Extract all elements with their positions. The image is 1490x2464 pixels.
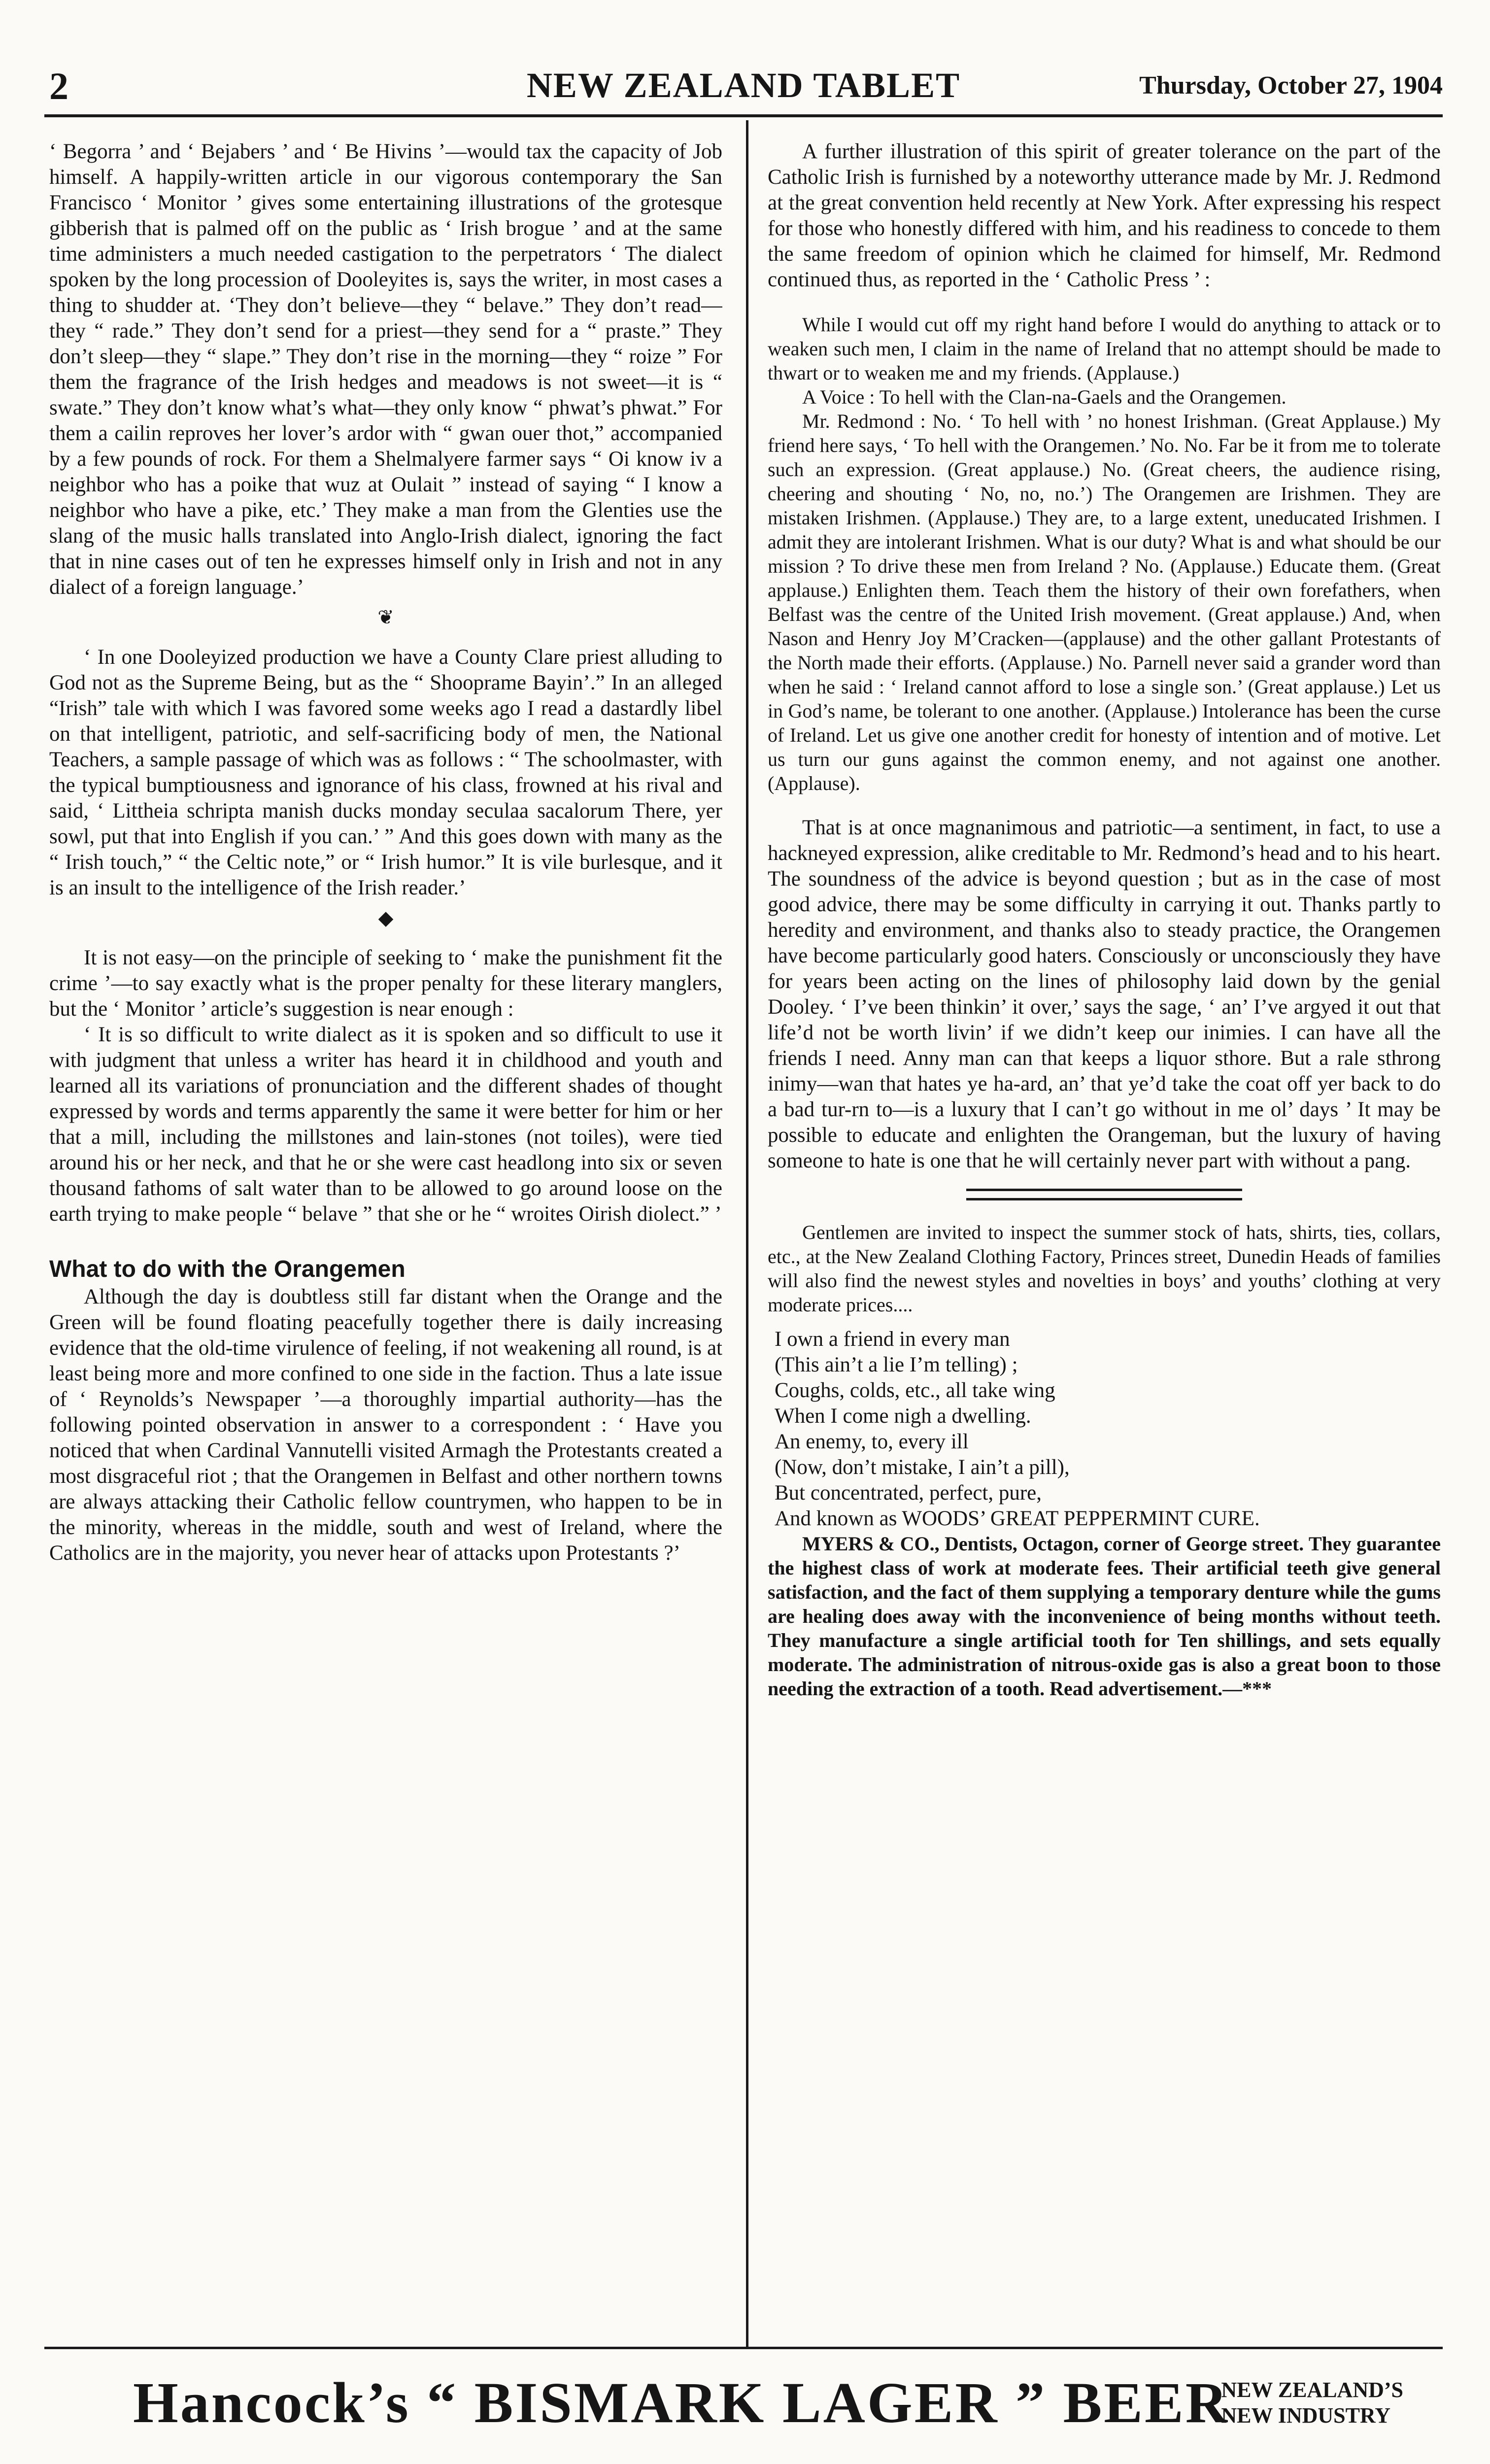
tagline-line: NEW ZEALAND’S (1221, 2378, 1403, 2402)
advertisement-notice: MYERS & CO., Dentists, Octagon, corner of George street. They guarantee the highest class of work at moderate fees. Their artificial teeth give general satisfaction, and the fact of them supplying a temporary denture while the gums are healing does away with the inconvenience of being months without teeth. They manufacture a single artificial tooth for Ten shillings, and sets equally moderate. The administration of nitrous-oxide gas is also a great boon to those needing the extraction of a tooth. Read advertisement.—*** (768, 1533, 1441, 1700)
footer-advertisement (44, 2361, 1443, 2444)
tagline-line: NEW INDUSTRY (1221, 2403, 1390, 2428)
verse-line: (Now, don’t mistake, I ain’t a pill), (775, 1456, 1070, 1479)
column-divider (746, 120, 748, 2347)
quoted-speech: Mr. Redmond : No. ‘ To hell with ’ no honest Irishman. (Great Applause.) My friend here says, ‘ To hell with the Orangemen.’ No. No. Far be it from me to tolerate such an expression. (Great applause.) No. (Great cheers, the audience rising, cheering and shouting ‘ No, no, no.’) The Orangemen are Irishmen. They are mistaken Irishmen. (Applause.) They are, to a large extent, uneducated Irishmen. I admit they are intolerant Irishmen. What is our duty? What is and what should be our mission ? To drive these men from Ireland ? No. (Applause.) Educate them. (Great applause.) Enlighten them. Teach them the history of their own forefathers, when Belfast was the centre of the United Irish movement. (Great applause.) And, when Nason and Henry Joy M’Cracken—(applause) and the other gallant Protestants of the North made their efforts. (Applause.) No. Parnell never said a grander word than when he said : ‘ Ireland cannot afford to lose a single son.’ (Great applause.) Let us in God’s name, be tolerant to one another. (Applause.) Intolerance has been the curse of Ireland. Let us give one another credit for honesty of intention and of motive. Let us turn our guns against the common enemy, and not against one another. (Applause). (768, 410, 1441, 794)
article-paragraph: ‘ In one Dooleyized production we have a County Clare priest alluding to God not as the Supreme Being, but as the “ Shooprame Bayin’.” In an alleged “Irish” tale with which I was favored some weeks ago I read a dastardly libel on that intelligent, patriotic, and self-sacrificing body of men, the National Teachers, a sample passage of which was as follows : “ The schoolmaster, with the typical bumptiousness and ignorance of his class, frowned at his rival and said, ‘ Littheia schripta manish ducks monday seculaa sacalorum There, yer sowl, put that into English if you can.’ ” And this goes down with many as the “ Irish touch,” “ the Celtic note,” or “ Irish humor.” It is vile burlesque, and it is an insult to the intelligence of the Irish reader.’ (49, 646, 722, 899)
masthead-title: NEW ZEALAND TABLET (526, 66, 961, 105)
advertisement-notice: Gentlemen are invited to inspect the summer stock of hats, shirts, ties, collars, etc., at the New Zealand Clothing Factory, Princes street, Dunedin Heads of families will also find the newest styles and novelties in boys’ and youths’ clothing at very moderate prices.... (768, 1221, 1441, 1316)
footer-rule (44, 2347, 1443, 2349)
article-paragraph: ‘ Begorra ’ and ‘ Bejabers ’ and ‘ Be Hivins ’—would tax the capacity of Job himself. A happily-written article in our vigorous contemporary the San Francisco ‘ Monitor ’ gives some entertaining illustrations of the grotesque gibberish that is palmed off on the public as ‘ Irish brogue ’ and at the same time administers a much needed castigation to the perpetrators ‘ The dialect spoken by the long procession of Dooleyites is, says the writer, in most cases a thing to shudder at. ‘They don’t believe—they “ belave.” They don’t read—they “ rade.” They don’t send for a priest—they send for a “ praste.” They don’t sleep—they “ slape.” They don’t rise in the morning—they “ roize ” For them the fragrance of the Irish hedges and meadows is not sweet—it is “ swate.” They don’t know what’s what—they only know “ phwat’s phwat.” For them a cailin reproves her lover’s ardor with “ gwan ouer thot,” accompanied by a few pounds of rock. For them a Shelmalyere farmer says “ Oi know iv a neighbor who has a poike that wuz at Oulait ” instead of saying “ I know a neighbor who have a pike, etc.’ They make a man from the Glenties use the slang of the music halls translated into Anglo-Irish dialect, ignoring the fact that in nine cases out of ten he expresses himself only in Irish and not in any dialect of a foreign language.’ (49, 140, 722, 599)
quoted-speech: While I would cut off my right hand before I would do anything to attack or to weaken such men, I claim in the name of Ireland that no attempt should be made to thwart or to weaken me and my friends. (Applause.) (768, 313, 1441, 384)
article-paragraph: That is at once magnanimous and patriotic—a sentiment, in fact, to use a hackneyed expression, alike creditable to Mr. Redmond’s head and to his heart. The soundness of the advice is beyond question ; but as in the case of most good advice, there may be some difficulty in carrying it out. Thanks partly to heredity and environment, and thanks also to steady practice, the Orangemen have become particularly good haters. Consciously or unconsciously they have for years been acting on the lines of philosophy laid down by the genial Dooley. ‘ I’ve been thinkin’ it over,’ says the sage, ‘ an’ I’ve argyed it out that life’d not be worth livin’ if we didn’t keep our inimies. I can have all the friends I need. Anny man can that keeps a liquor sthore. But a rale sthrong inimy—wan that hates ye ha-ard, an’ that ye’d take the coat off yer back to do a bad tur-rn to—is a luxury that I can’t go without in me ol’ days ’ It may be possible to educate and enlighten the Orangeman, but the luxury of having someone to hate is one that he will certainly never part with without a pang. (768, 816, 1441, 1172)
left-column (49, 139, 722, 2333)
verse-ad (768, 1327, 1441, 1532)
verse-line: When I come nigh a dwelling. (775, 1404, 1031, 1428)
advertisement-tagline (1221, 2377, 1403, 2429)
issue-date: Thursday, October 27, 1904 (1139, 71, 1443, 100)
section-ornament: ❦ (377, 606, 394, 628)
verse-line: But concentrated, perfect, pure, (775, 1481, 1042, 1505)
section-ornament: ◆ (378, 907, 394, 929)
page-number: 2 (49, 65, 68, 107)
article-paragraph: A further illustration of this spirit of greater tolerance on the part of the Catholic Irish is furnished by a noteworthy utterance made by Mr. J. Redmond at the great convention held recently at New York. After expressing his respect for those who honestly differed with him, and his readiness to concede to them the same freedom of opinion which he claimed for himself, Mr. Redmond continued thus, as reported in the ‘ Catholic Press ’ : (768, 140, 1441, 291)
section-heading: What to do with the Orangemen (49, 1256, 406, 1282)
article-paragraph: It is not easy—on the principle of seeking to ‘ make the punishment fit the crime ’—to say exactly what is the proper penalty for these literary manglers, but the ‘ Monitor ’ article’s suggestion is near enough : (49, 946, 722, 1021)
article-paragraph: Although the day is doubtless still far distant when the Orange and the Green will be found floating peacefully together there is daily increasing evidence that the old-time virulence of feeling, if not weakening all round, is at least being more and more confined to one side in the faction. Thus a late issue of ‘ Reynolds’s Newspaper ’—a thoroughly impartial authority—has the following pointed observation in answer to a correspondent : ‘ Have you noticed that when Cardinal Vannutelli visited Armagh the Protestants created a most disgraceful riot ; that the Orangemen in Belfast and other northern towns are always attacking their Catholic fellow countrymen, who happen to be in the minority, whereas in the middle, south and west of Ireland, where the Catholics are in the majority, you never hear of attacks upon Protestants ?’ (49, 1285, 722, 1565)
verse-line: (This ain’t a lie I’m telling) ; (775, 1353, 1018, 1376)
verse-line: I own a friend in every man (775, 1328, 1010, 1351)
section-rule (966, 1189, 1242, 1200)
header-rule (44, 114, 1443, 117)
page-header (44, 60, 1443, 114)
beer-advertisement: Hancock’s “ BISMARK LAGER ” BEER (133, 2370, 1229, 2435)
quoted-speech: A Voice : To hell with the Clan-na-Gaels and the Orangemen. (802, 386, 1287, 408)
verse-line: Coughs, colds, etc., all take wing (775, 1379, 1055, 1402)
verse-line: And known as WOODS’ GREAT PEPPERMINT CURE. (775, 1507, 1260, 1530)
right-column (768, 139, 1441, 2333)
article-paragraph: ‘ It is so difficult to write dialect as it is spoken and so difficult to use it with judgment that unless a writer has heard it in childhood and youth and learned all its variations of pronunciation and the different shades of thought expressed by words and terms apparently the same it were better for him or her that a mill, including the millstones and lain-stones (not toiles), were tied around his or her neck, and that he or she were cast headlong into six or seven thousand fathoms of salt water than to be allowed to go around loose on the earth trying to make people “ belave ” that she or he “ wroites Oirish diolect.” ’ (49, 1023, 722, 1226)
verse-line: An enemy, to, every ill (775, 1430, 969, 1453)
